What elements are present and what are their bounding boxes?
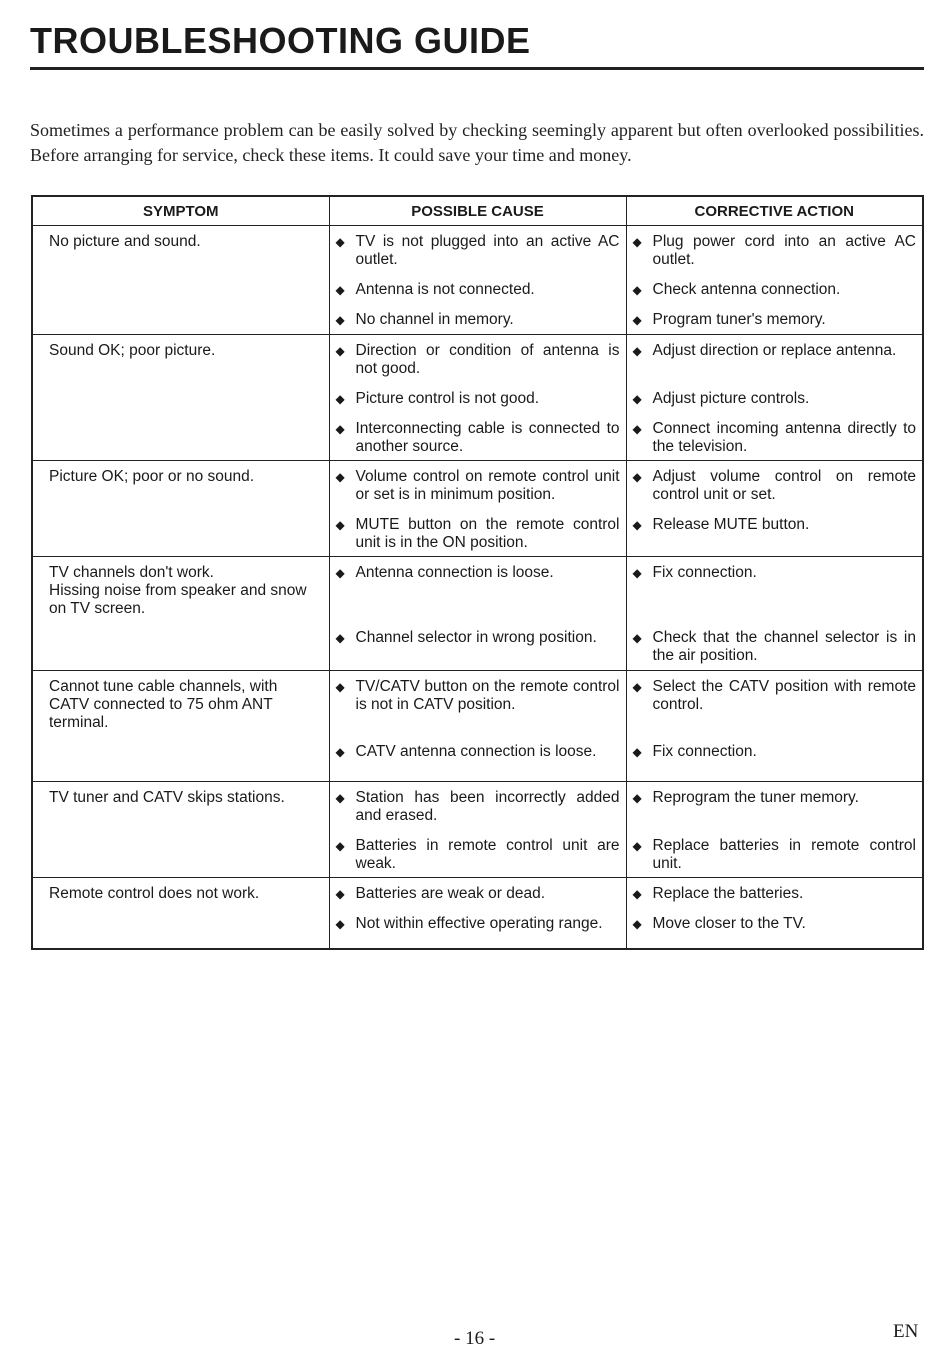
cause-text: TV is not plugged into an active AC outlet. xyxy=(355,233,620,268)
action-item xyxy=(627,383,923,413)
cause-cell xyxy=(329,878,626,950)
cause-text: Batteries in remote control unit are weak. xyxy=(355,837,620,872)
cause-text: MUTE button on the remote control unit is in the ON position. xyxy=(355,516,620,551)
bullet-icon: ◆ xyxy=(632,680,642,694)
bullet-icon: ◆ xyxy=(632,566,642,580)
bullet-icon: ◆ xyxy=(632,518,642,532)
action-text: Check that the channel selector is in the air position. xyxy=(652,629,916,664)
symptom-cell xyxy=(32,335,329,461)
cause-item xyxy=(330,509,626,556)
action-item xyxy=(627,226,923,274)
page-number: - 16 - xyxy=(454,1328,496,1349)
cause-text: Not within effective operating range. xyxy=(355,915,603,932)
bullet-icon: ◆ xyxy=(632,887,642,901)
cause-cell xyxy=(329,461,626,557)
cause-text: Picture control is not good. xyxy=(355,390,540,407)
symptom-text: TV tuner and CATV skips stations. xyxy=(49,789,285,806)
action-item xyxy=(627,878,923,908)
symptom-text: Cannot tune cable channels, with CATV connected to 75 ohm ANT terminal. xyxy=(49,678,278,731)
symptom-cell xyxy=(32,557,329,671)
action-cell xyxy=(626,226,923,335)
cause-item xyxy=(330,671,626,736)
bullet-icon: ◆ xyxy=(335,313,345,327)
bullet-icon: ◆ xyxy=(335,887,345,901)
table-body xyxy=(32,226,923,950)
troubleshooting-table xyxy=(31,195,924,950)
action-text: Adjust volume control on remote control unit or set. xyxy=(652,468,916,503)
bullet-icon: ◆ xyxy=(632,917,642,931)
cause-item xyxy=(330,736,626,781)
symptom-cell xyxy=(32,782,329,878)
bullet-icon: ◆ xyxy=(632,344,642,358)
action-text: Reprogram the tuner memory. xyxy=(652,789,859,806)
bullet-icon: ◆ xyxy=(632,392,642,406)
cause-text: TV/CATV button on the remote control is not in CATV position. xyxy=(355,678,620,713)
action-text: Adjust direction or replace antenna. xyxy=(652,342,897,359)
table-row xyxy=(32,878,923,950)
action-cell xyxy=(626,878,923,950)
action-item xyxy=(627,335,923,383)
bullet-icon: ◆ xyxy=(632,283,642,297)
bullet-icon: ◆ xyxy=(632,470,642,484)
bullet-icon: ◆ xyxy=(632,745,642,759)
header-possible-cause: POSSIBLE CAUSE xyxy=(329,196,626,226)
action-text: Program tuner's memory. xyxy=(652,311,826,328)
symptom-text: Picture OK; poor or no sound. xyxy=(49,468,255,485)
cause-cell xyxy=(329,557,626,671)
intro-paragraph: Sometimes a performance problem can be easily solved by checking seemingly apparent but often overlooked possibilities. Before arranging for service, check these items. It could save your time and money. xyxy=(30,120,924,165)
symptom-text: Remote control does not work. xyxy=(49,885,260,902)
cause-item xyxy=(330,878,626,908)
bullet-icon: ◆ xyxy=(335,791,345,805)
cause-text: CATV antenna connection is loose. xyxy=(355,743,597,760)
action-item xyxy=(627,782,923,830)
cause-text: Volume control on remote control unit or set is in minimum position. xyxy=(355,468,620,503)
table-row xyxy=(32,335,923,461)
cause-item xyxy=(330,622,626,670)
action-text: Replace the batteries. xyxy=(652,885,804,902)
symptom-cell xyxy=(32,671,329,782)
bullet-icon: ◆ xyxy=(632,235,642,249)
cause-text: Antenna is not connected. xyxy=(355,281,535,298)
language-code: EN xyxy=(893,1321,919,1342)
bullet-icon: ◆ xyxy=(335,917,345,931)
table-row xyxy=(32,226,923,335)
cause-item xyxy=(330,226,626,274)
action-text: Plug power cord into an active AC outlet. xyxy=(652,233,916,268)
action-item xyxy=(627,461,923,509)
bullet-icon: ◆ xyxy=(632,313,642,327)
action-item xyxy=(627,413,923,460)
action-item xyxy=(627,908,923,948)
action-cell xyxy=(626,557,923,671)
cause-item xyxy=(330,908,626,948)
title-rule xyxy=(30,67,924,70)
action-item xyxy=(627,671,923,736)
cause-item xyxy=(330,304,626,334)
bullet-icon: ◆ xyxy=(335,745,345,759)
bullet-icon: ◆ xyxy=(335,344,345,358)
action-item xyxy=(627,557,923,622)
bullet-icon: ◆ xyxy=(335,839,345,853)
cause-cell xyxy=(329,226,626,335)
cause-text: Direction or condition of antenna is not good. xyxy=(355,342,620,377)
action-cell xyxy=(626,782,923,878)
bullet-icon: ◆ xyxy=(632,791,642,805)
action-text: Adjust picture controls. xyxy=(652,390,810,407)
action-cell xyxy=(626,461,923,557)
bullet-icon: ◆ xyxy=(335,392,345,406)
cause-text: Interconnecting cable is connected to another source. xyxy=(355,420,620,455)
cause-item xyxy=(330,461,626,509)
cause-item xyxy=(330,557,626,622)
cause-item xyxy=(330,782,626,830)
table-row xyxy=(32,782,923,878)
table-header-row xyxy=(32,196,923,226)
cause-text: Antenna connection is loose. xyxy=(355,564,554,581)
table-row xyxy=(32,461,923,557)
bullet-icon: ◆ xyxy=(335,680,345,694)
table-row xyxy=(32,671,923,782)
action-item xyxy=(627,736,923,781)
action-item xyxy=(627,304,923,334)
action-text: Fix connection. xyxy=(652,564,757,581)
cause-item xyxy=(330,413,626,460)
action-text: Release MUTE button. xyxy=(652,516,810,533)
cause-item xyxy=(330,335,626,383)
action-item xyxy=(627,509,923,549)
symptom-text: Sound OK; poor picture. xyxy=(49,342,216,359)
symptom-cell xyxy=(32,878,329,950)
bullet-icon: ◆ xyxy=(335,283,345,297)
table-row xyxy=(32,557,923,671)
bullet-icon: ◆ xyxy=(335,518,345,532)
cause-item xyxy=(330,383,626,413)
action-text: Select the CATV position with remote control. xyxy=(652,678,916,713)
bullet-icon: ◆ xyxy=(632,839,642,853)
action-item xyxy=(627,830,923,877)
action-item xyxy=(627,274,923,304)
bullet-icon: ◆ xyxy=(632,631,642,645)
bullet-icon: ◆ xyxy=(335,566,345,580)
cause-text: Channel selector in wrong position. xyxy=(355,629,597,646)
action-text: Fix connection. xyxy=(652,743,757,760)
page-title: TROUBLESHOOTING GUIDE xyxy=(30,20,531,61)
cause-cell xyxy=(329,671,626,782)
cause-cell xyxy=(329,335,626,461)
bullet-icon: ◆ xyxy=(335,470,345,484)
header-corrective-action: CORRECTIVE ACTION xyxy=(626,196,923,226)
cause-text: No channel in memory. xyxy=(355,311,514,328)
action-text: Check antenna connection. xyxy=(652,281,841,298)
cause-item xyxy=(330,830,626,877)
bullet-icon: ◆ xyxy=(335,631,345,645)
bullet-icon: ◆ xyxy=(632,422,642,436)
symptom-text: TV channels don't work. Hissing noise from speaker and snow on TV screen. xyxy=(49,564,307,617)
cause-text: Batteries are weak or dead. xyxy=(355,885,546,902)
symptom-cell xyxy=(32,461,329,557)
bullet-icon: ◆ xyxy=(335,235,345,249)
symptom-cell xyxy=(32,226,329,335)
action-text: Connect incoming antenna directly to the television. xyxy=(652,420,916,455)
cause-item xyxy=(330,274,626,304)
symptom-text: No picture and sound. xyxy=(49,233,201,250)
action-cell xyxy=(626,335,923,461)
action-text: Move closer to the TV. xyxy=(652,915,806,932)
cause-text: Station has been incorrectly added and erased. xyxy=(355,789,620,824)
action-cell xyxy=(626,671,923,782)
header-symptom: SYMPTOM xyxy=(32,196,329,226)
bullet-icon: ◆ xyxy=(335,422,345,436)
action-item xyxy=(627,622,923,670)
action-text: Replace batteries in remote control unit. xyxy=(652,837,916,872)
cause-cell xyxy=(329,782,626,878)
